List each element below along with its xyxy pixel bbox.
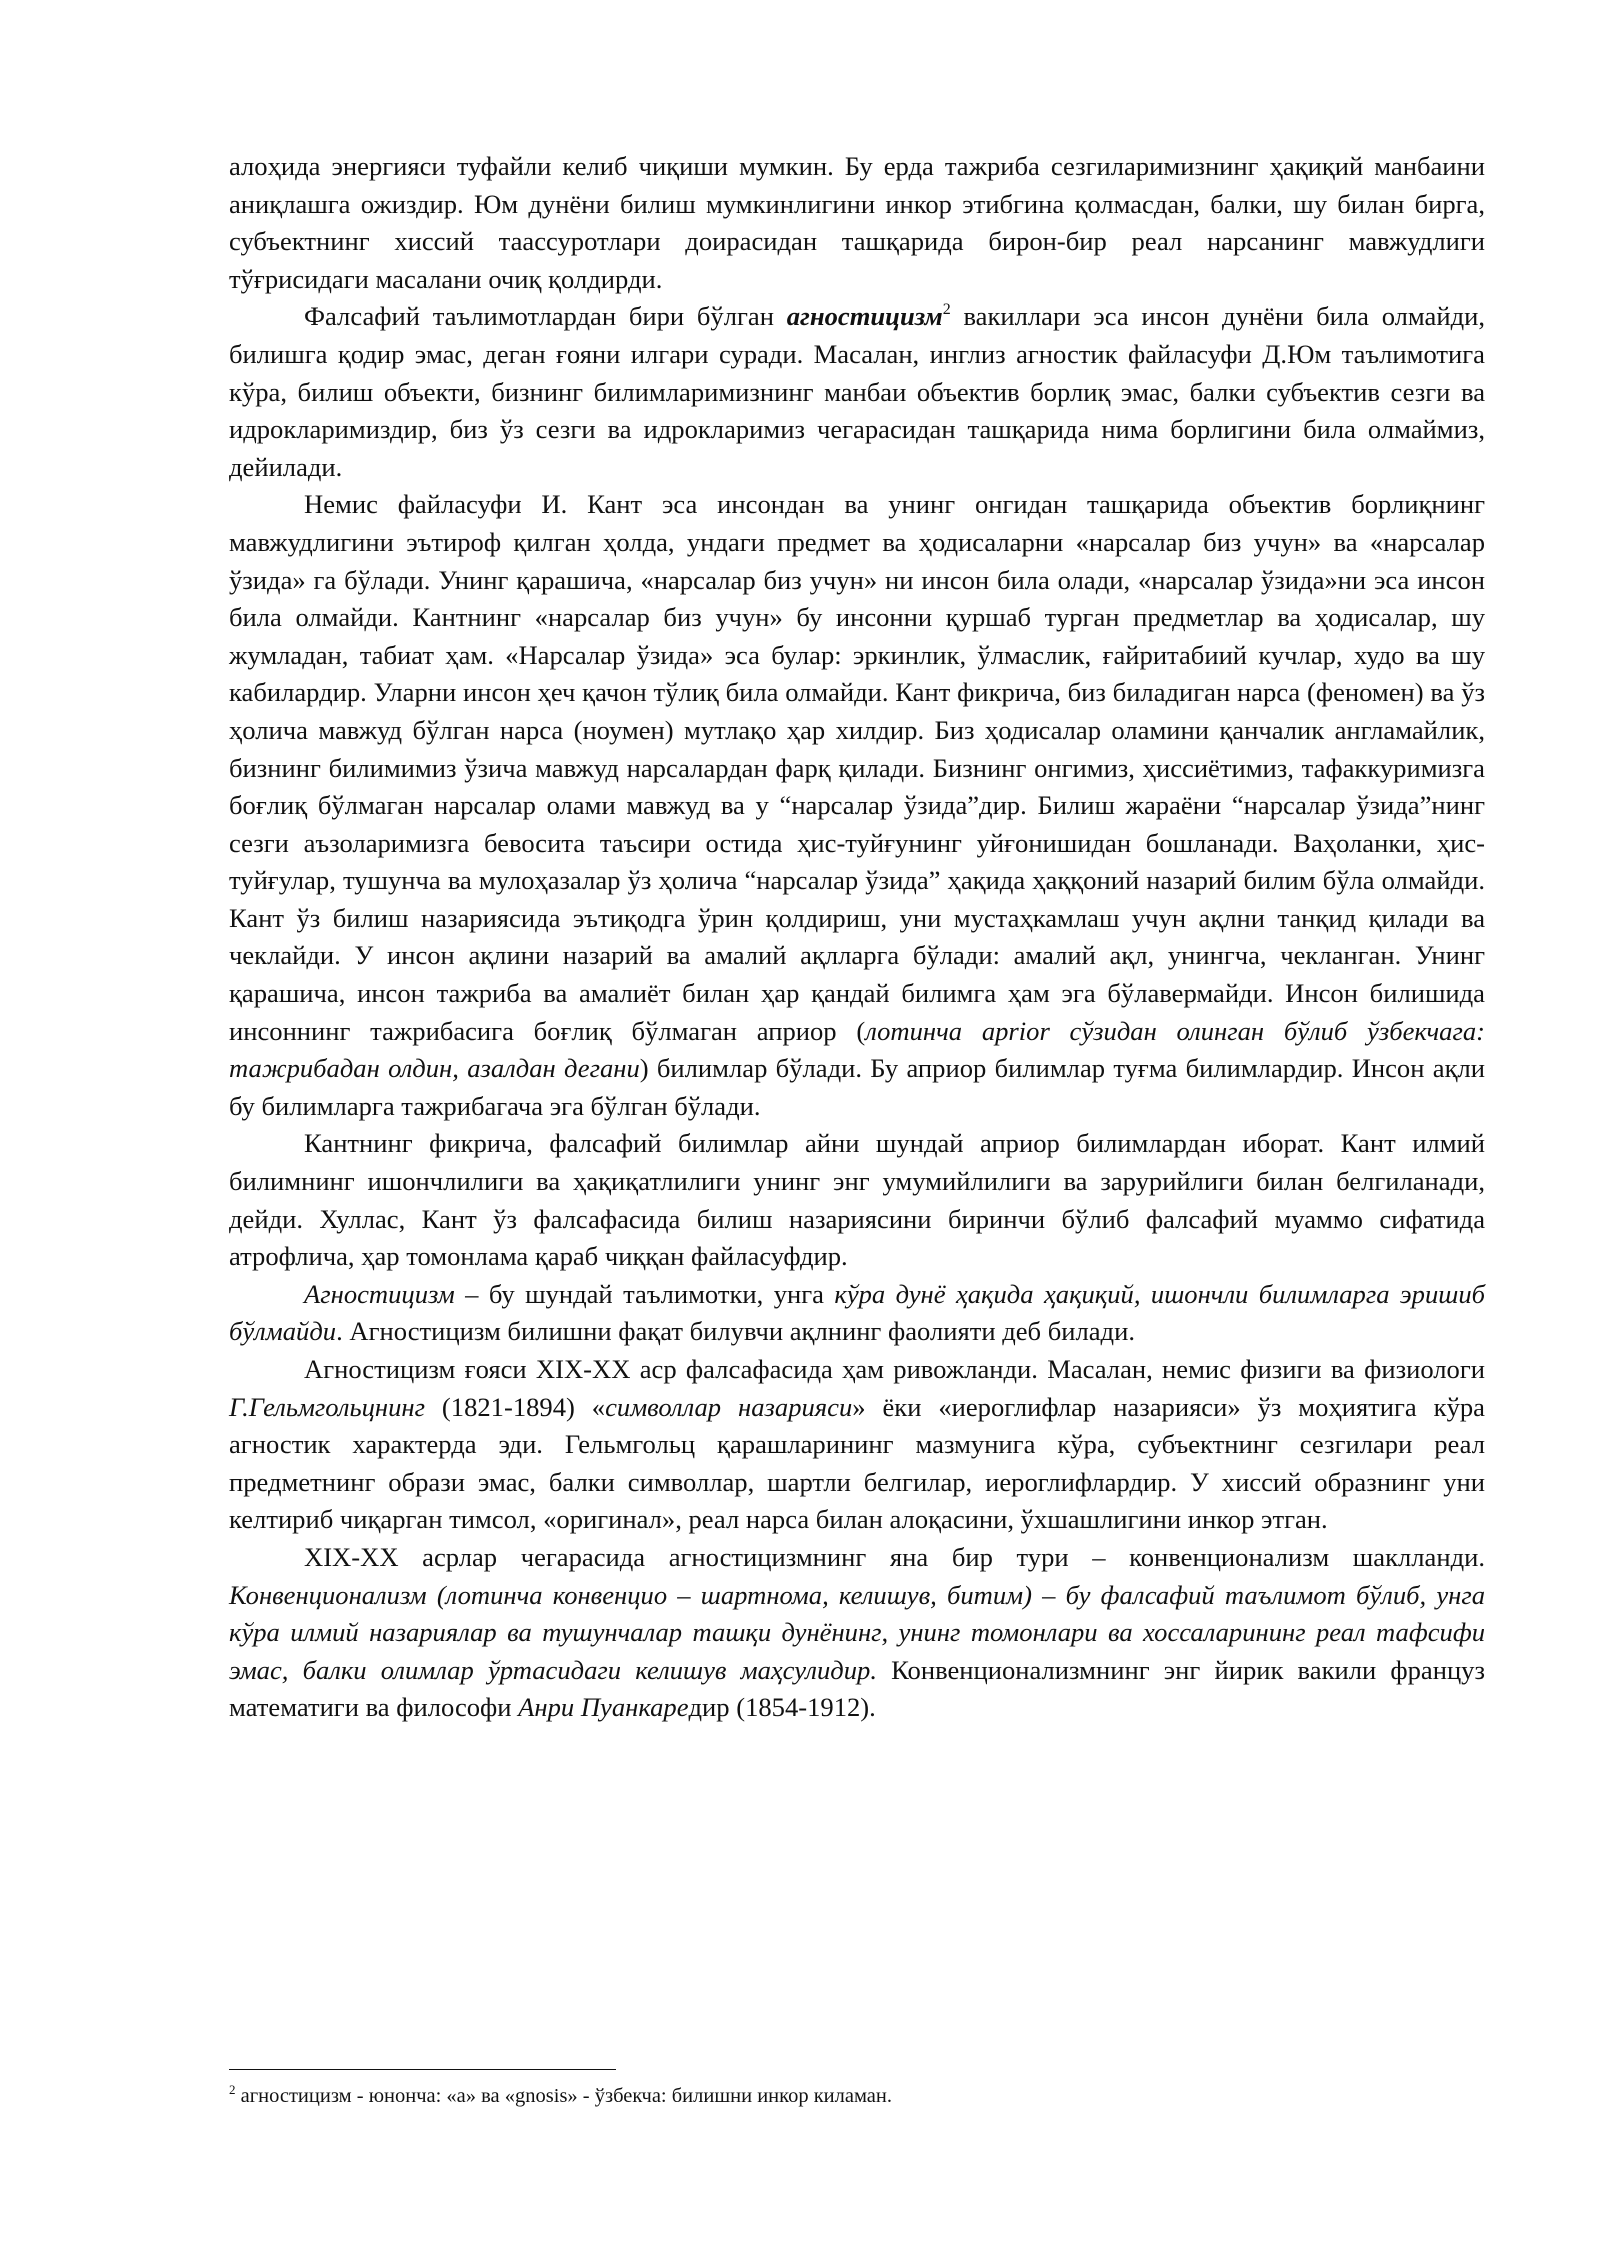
paragraph bbox=[229, 1276, 1485, 1351]
footnote-reference: 2 bbox=[942, 301, 951, 319]
paragraph bbox=[229, 1539, 1485, 1727]
paragraph bbox=[229, 1351, 1485, 1539]
text-run: Фалсафий таълимотлардан бири бўлган bbox=[304, 301, 787, 332]
text-run: Конвенционализмнинг энг йирик вакили француз математиги ва философи bbox=[229, 1654, 1485, 1723]
text-run: Г.Гельмгольцнинг bbox=[229, 1391, 425, 1422]
text-run: Анри Пуанкаре bbox=[518, 1692, 689, 1723]
paragraph bbox=[229, 486, 1485, 1125]
paragraph bbox=[229, 298, 1485, 486]
footnote-text: агностицизм - юнонча: «а» ва «gnosis» - ўзбекча: билишни инкор киламан. bbox=[235, 2085, 892, 2107]
text-run: Агностицизм bbox=[304, 1278, 455, 1309]
text-run: Конвенционализм (лотинча конвенцио – шартнома, келишув, битим) – бу фалсафий таълимот бўлиб, унга кўра илмий назариялар ва тушунчалар ташқи дунёнинг, унинг томонлари ва хоссаларининг реал тафсифи эмас, балки олимлар ўртасидаги келишув маҳсулидир. bbox=[229, 1579, 1485, 1685]
text-run: Агностицизм ғояси XIX-XX аср фалсафасида ҳам ривожланди. Масалан, немис физиги ва физиологи bbox=[304, 1354, 1485, 1384]
text-run: алоҳида энергияси туфайли келиб чиқиши мумкин. Бу ерда тажриба сезгиларимизнинг ҳақиқий манбаини аниқлашга ожиздир. Юм дунёни билиш мумкинлигини инкор этибгина қолмасдан, балки, шу билан бирга, субъектнинг хиссий таассуротлари доирасидан ташқарида бирон-бир реал нарсанинг мавжудлиги тўғрисидаги масалани очиқ қолдирди. bbox=[229, 151, 1485, 294]
text-run: XIX-XX асрлар чегарасида агностицизмнинг яна бир тури – конвенционализм шаклланди. bbox=[304, 1541, 1485, 1572]
text-run: (1821-1894) « bbox=[425, 1391, 606, 1422]
page-body bbox=[229, 148, 1485, 1727]
text-run: вакиллари эса инсон дунёни била олмайди, билишга қодир эмас, деган ғояни илгари суради. Масалан, инглиз агностик файласуфи Д.Юм таълимотига кўра, билиш объекти, бизнинг билимларимизнинг манбаи объектив борлиқ эмас, балки субъектив сезги ва идрокларимиздир, биз ўз сезги ва идрокларимиз чегарасидан ташқарида нима борлигини била олмаймиз, дейилади. bbox=[229, 301, 1485, 482]
text-run: лотинча aprior сўзидан олинган бўлиб ўзбекчага: тажрибадан олдин, азалдан дегани bbox=[229, 1015, 1485, 1084]
footnote-number: 2 bbox=[229, 2082, 236, 2097]
text-run: кўра дунё ҳақида ҳақиқий, ишончли билимларга эришиб бўлмайди bbox=[229, 1278, 1485, 1347]
text-run: ) билимлар бўлади. Бу априор билимлар туғма билимлардир. Инсон ақли бу билимларга тажрибагача эга бўлган бўлади. bbox=[229, 1053, 1485, 1121]
paragraph bbox=[229, 148, 1485, 298]
text-run: дир (1854-1912). bbox=[688, 1692, 876, 1723]
text-run: – бу шундай таълимотки, унга bbox=[454, 1278, 835, 1309]
text-run: . Агностицизм билишни фақат билувчи ақлнинг фаолияти деб билади. bbox=[336, 1316, 1135, 1347]
text-run: » ёки «иероглифлар назарияси» ўз моҳиятига кўра агностик характерда эди. Гельмгольц қарашларининг мазмунига кўра, субъектнинг сезгилари реал предметнинг образи эмас, балки символлар, шартли белгилар, иероглифлардир. У хиссий образнинг уни келтириб чиқарган тимсол, «оригинал», реал нарса билан алоқасини, ўхшашлигини инкор этган. bbox=[229, 1391, 1485, 1535]
paragraph bbox=[229, 1125, 1485, 1275]
text-run: Немис файласуфи И. Кант эса инсондан ва унинг онгидан ташқарида объектив борлиқнинг мавжудлигини эътироф қилган ҳолда, ундаги предмет ва ҳодисаларни «нарсалар биз учун» ва «нарсалар ўзида» га бўлади. Унинг қарашича, «нарсалар биз учун» ни инсон била олади, «нарсалар ўзида»ни эса инсон била олмайди. Кантнинг «нарсалар биз учун» бу инсонни қуршаб турган предметлар ва ҳодисалар, шу жумладан, табиат ҳам. «Нарсалар ўзида» эса булар: эркинлик, ўлмаслик, ғайритабиий кучлар, худо ва шу кабилардир. Уларни инсон ҳеч қачон тўлиқ била олмайди. Кант фикрича, биз биладиган нарса (феномен) ва ўз ҳолича мавжуд бўлган нарса (ноумен) мутлақо ҳар хилдир. Биз ҳодисалар оламини қанчалик англамайлик, бизнинг билимимиз ўзича мавжуд нарсалардан фарқ қилади. Бизнинг онгимиз, ҳиссиётимиз, тафаккуримизга боғлиқ бўлмаган нарсалар олами мавжуд ва у “нарсалар ўзида”дир. Билиш жараёни “нарсалар ўзида”нинг сезги аъзоларимизга бевосита таъсири остида ҳис-туйғунинг уйғонишидан бошланади. Ваҳоланки, ҳис-туйғулар, тушунча ва мулоҳазалар ўз ҳолича “нарсалар ўзида” ҳақида ҳаққоний назарий билим бўла олмайди. Кант ўз билиш назариясида эътиқодга ўрин қолдириш, уни мустаҳкамлаш учун ақлни танқид қилади ва чеклайди. У инсон ақлини назарий ва амалий ақлларга бўлади: амалий ақл, унингча, чекланган. Унинг қарашича, инсон тажриба ва амалиёт билан ҳар қандай билимга ҳам эга бўлавермайди. Инсон билишида инсоннинг тажрибасига боғлиқ бўлмаган априор ( bbox=[229, 489, 1485, 1046]
text-run: символлар назарияси bbox=[605, 1391, 853, 1422]
text-run: агностицизм bbox=[786, 301, 943, 332]
footnote bbox=[229, 2083, 1485, 2109]
footnote-separator bbox=[229, 2069, 616, 2070]
text-run: Кантнинг фикрича, фалсафий билимлар айни шундай априор билимлардан иборат. Кант илмий билимнинг ишончлилиги ва ҳақиқатлилиги унинг энг умумийлилиги ва зарурийлиги билан белгиланади, дейди. Хуллас, Кант ўз фалсафасида билиш назариясини биринчи бўлиб фалсафий муаммо сифатида атрофлича, ҳар томонлама қараб чиққан файласуфдир. bbox=[229, 1128, 1485, 1272]
